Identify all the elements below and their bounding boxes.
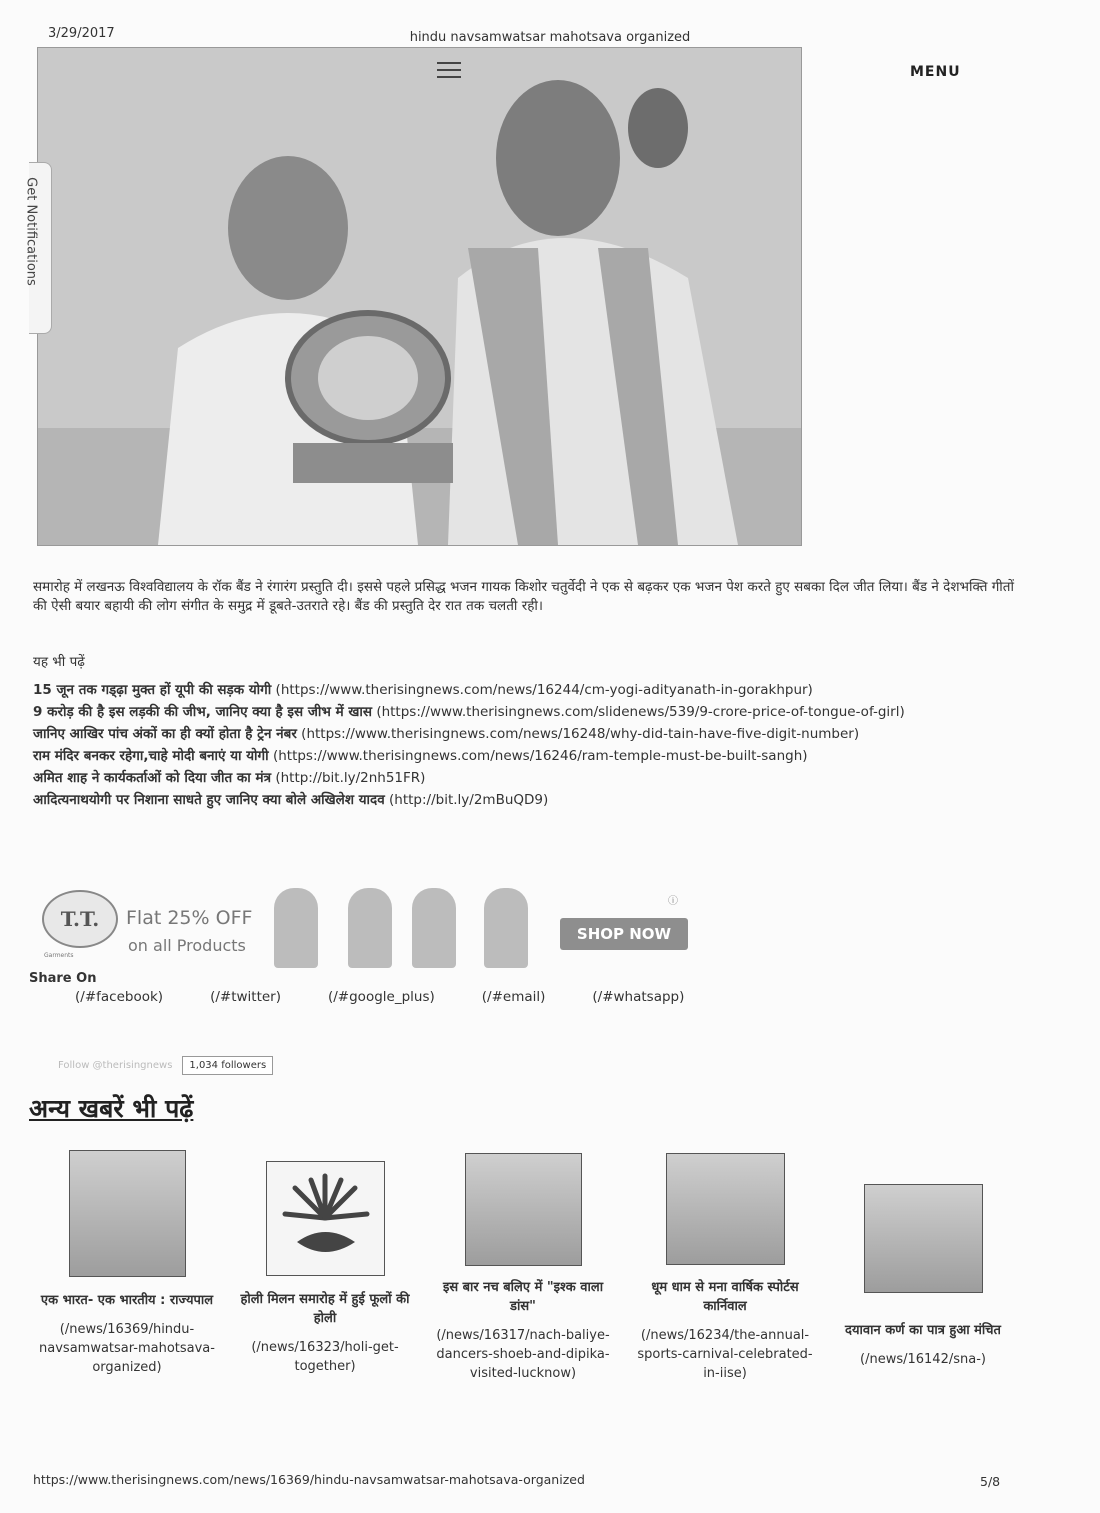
menu-button[interactable]: MENU: [910, 64, 961, 80]
news-thumbnail[interactable]: [864, 1184, 983, 1293]
ad-offer-subline: on all Products: [128, 936, 246, 955]
news-card[interactable]: [230, 1161, 420, 1376]
read-also-item[interactable]: [33, 701, 1073, 723]
news-thumbnail[interactable]: [465, 1153, 582, 1266]
share-on-label: Share On: [29, 971, 97, 986]
news-card-title[interactable]: धूम धाम से मना वार्षिक स्पोर्टस कार्निवाल: [651, 1280, 799, 1314]
read-also-url[interactable]: (https://www.therisingnews.com/slidenews/539/9-crore-price-of-tongue-of-girl): [376, 704, 905, 720]
read-also-title[interactable]: 9 करोड़ की है इस लड़की की जीभ, जानिए क्या है इस जीभ में खास: [33, 704, 373, 720]
read-also-title[interactable]: राम मंदिर बनकर रहेगा,चाहे मोदी बनाएं या योगी: [33, 748, 269, 764]
news-card[interactable]: [630, 1153, 820, 1383]
read-also-url[interactable]: (https://www.therisingnews.com/news/16248/why-did-tain-have-five-digit-number): [301, 726, 860, 742]
news-thumbnail[interactable]: [666, 1153, 785, 1265]
ad-banner[interactable]: [38, 886, 698, 974]
read-also-item[interactable]: [33, 789, 1073, 811]
print-footer-url: https://www.therisingnews.com/news/16369/hindu-navsamwatsar-mahotsava-organized: [33, 1472, 585, 1487]
ad-model-image: [348, 888, 392, 968]
news-card-title[interactable]: दयावान कर्ण का पात्र हुआ मंचित: [845, 1323, 1001, 1338]
get-notifications-label[interactable]: Get Notifications: [23, 177, 39, 286]
news-card-link[interactable]: (/news/16369/hindu-navsamwatsar-mahotsava-organized): [39, 1322, 215, 1375]
read-also-title[interactable]: अमित शाह ने कार्यकर्ताओं को दिया जीत का मंत्र: [33, 770, 272, 786]
article-paragraph: समारोह में लखनऊ विश्वविद्यालय के रॉक बैंड ने रंगारंग प्रस्तुति दी। इससे पहले प्रसिद्ध भजन गायक किशोर चतुर्वेदी ने एक से बढ़कर एक भजन पेश करते हुए सबका दिल जीत लिया। बैंड ने देशभक्ति गीतों की ऐसी बयार बहायी की लोग संगीत के समुद्र में डूबते-उतराते रहे। बैंड की प्रस्तुति देर रात तक चलती रही।: [33, 579, 1014, 614]
read-also-item[interactable]: [33, 745, 1073, 767]
menu-hamburger-icon[interactable]: [437, 62, 461, 78]
news-card-title[interactable]: इस बार नच बलिए में "इश्क वाला डांस": [442, 1280, 604, 1314]
news-card-link[interactable]: (/news/16323/holi-get-together): [251, 1340, 399, 1374]
twitter-share-link[interactable]: (/#twitter): [210, 989, 281, 1005]
sunburst-logo-icon: [267, 1162, 384, 1275]
ad-model-image: [274, 888, 318, 968]
facebook-share-link[interactable]: (/#facebook): [75, 989, 164, 1005]
news-card-title[interactable]: होली मिलन समारोह में हुई फूलों की होली: [240, 1292, 410, 1326]
news-thumbnail[interactable]: [266, 1161, 385, 1276]
shop-now-button[interactable]: SHOP NOW: [560, 918, 688, 950]
info-icon[interactable]: ⓘ: [668, 896, 678, 907]
news-card-link[interactable]: (/news/16142/sna-): [860, 1352, 986, 1367]
read-also-item[interactable]: [33, 723, 1073, 745]
print-page-number: 5/8: [980, 1474, 1001, 1489]
read-also-url[interactable]: (http://bit.ly/2nh51FR): [275, 770, 426, 786]
whatsapp-share-link[interactable]: (/#whatsapp): [592, 989, 685, 1005]
ad-offer-headline: Flat 25% OFF: [126, 907, 253, 929]
read-also-url[interactable]: (https://www.therisingnews.com/news/16246/ram-temple-must-be-built-sangh): [272, 748, 808, 764]
news-card-link[interactable]: (/news/16317/nach-baliye-dancers-shoeb-and-dipika-visited-lucknow): [436, 1328, 610, 1381]
follower-count: 1,034 followers: [182, 1056, 273, 1075]
tt-logo: [42, 890, 118, 948]
print-page-title: hindu navsamwatsar mahotsava organized: [409, 30, 691, 45]
print-date: 3/29/2017: [48, 26, 115, 41]
read-also-list: [33, 679, 1073, 811]
news-card[interactable]: [828, 1184, 1018, 1369]
ad-model-image: [484, 888, 528, 968]
news-card[interactable]: [428, 1153, 618, 1383]
email-share-link[interactable]: (/#email): [481, 989, 546, 1005]
read-also-heading: यह भी पढ़ें: [33, 654, 85, 670]
read-also-title[interactable]: 15 जून तक गड्ढ़ा मुक्त हों यूपी की सड़क योगी: [33, 682, 272, 698]
read-also-item[interactable]: [33, 767, 1073, 789]
news-thumbnail[interactable]: [69, 1150, 186, 1277]
read-also-item[interactable]: [33, 679, 1073, 701]
twitter-follow-widget: [58, 1056, 273, 1075]
news-card-link[interactable]: (/news/16234/the-annual-sports-carnival-celebrated-in-iise): [637, 1328, 813, 1381]
photo-illustration: [38, 48, 801, 545]
google-plus-share-link[interactable]: (/#google_plus): [327, 989, 435, 1005]
ad-model-image: [412, 888, 456, 968]
read-also-url[interactable]: (http://bit.ly/2mBuQD9): [389, 792, 549, 808]
tt-logo-text: T.T.: [60, 907, 100, 931]
read-also-url[interactable]: (https://www.therisingnews.com/news/16244/cm-yogi-adityanath-in-gorakhpur): [275, 682, 813, 698]
more-news-heading: अन्य खबरें भी पढ़ें: [29, 1094, 194, 1123]
article-photo: [37, 47, 802, 546]
news-card[interactable]: [32, 1150, 222, 1377]
read-also-title[interactable]: आदित्यनाथयोगी पर निशाना साधते हुए जानिए क्या बोले अखिलेश यादव: [33, 792, 385, 808]
news-card-title[interactable]: एक भारत- एक भारतीय : राज्यपाल: [40, 1293, 214, 1308]
read-also-title[interactable]: जानिए आखिर पांच अंकों का ही क्यों होता है ट्रेन नंबर: [33, 726, 297, 742]
share-links: [75, 989, 684, 1005]
tt-logo-subtext: Garments: [44, 952, 74, 959]
follow-button[interactable]: Follow @therisingnews: [58, 1060, 173, 1071]
